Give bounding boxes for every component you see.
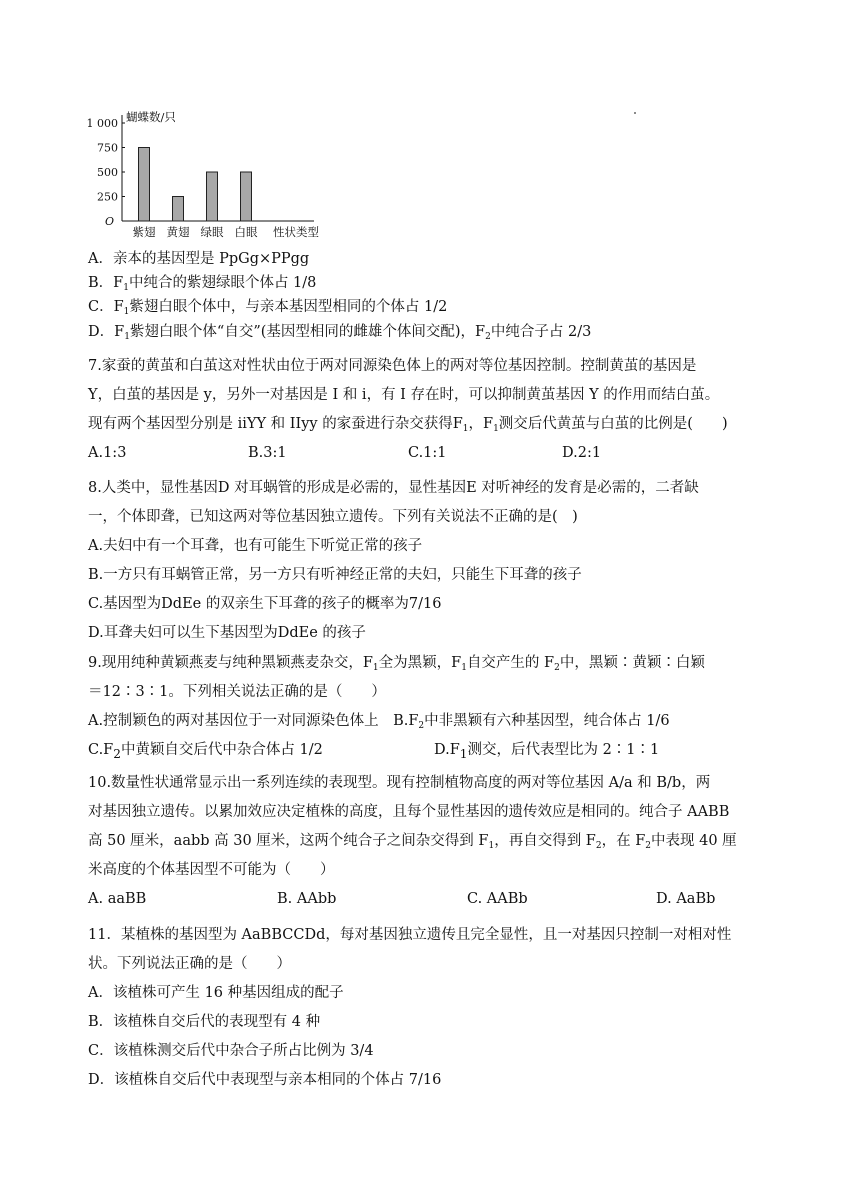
q6-option-d: D．$F_1$紫翅白眼个体“自交”(基因型相同的雌雄个体间交配)，$F_2$中纯合子占 2/3 <box>88 324 592 342</box>
x-tick-label: 白眼 <box>234 225 258 239</box>
bar-1 <box>139 148 150 222</box>
q11-option-a: A．该植株可产生 16 种基因组成的配子 <box>88 985 344 1001</box>
q11-option-d: D．该植株自交后代中表现型与亲本相同的个体占 7/16 <box>88 1072 442 1088</box>
q10-option-d: D. AaBb <box>656 891 716 907</box>
x-tick-label: 黄翅 <box>166 225 190 239</box>
q7-stem-line3: 现有两个基因型分别是 iiYY 和 IIyy 的家蚕进行杂交获得$F_1$，$F_1$测交后代黄茧与白茧的比例是( ) <box>88 416 728 434</box>
y-tick-label: 250 <box>97 190 118 204</box>
q6-option-b: B．$F_1$中纯合的紫翅绿眼个体占 1/8 <box>88 275 317 293</box>
q10-stem-line3: 高 50 厘米，aabb 高 30 厘米，这两个纯合子之间杂交得到 $F_1$，再自交得到 $F_2$，在 $F_2$中表现 40 厘 <box>88 833 737 851</box>
q7-option-b: B.3:1 <box>248 445 287 461</box>
bar-3 <box>207 172 218 221</box>
q9-options-ab: A.控制颖色的两对基因位于一对同源染色体上 $B.F_2$中非黑颖有六种基因型，纯合体占 1/6 <box>88 713 670 731</box>
q7-stem-line1: 7.家蚕的黄茧和白茧这对性状由位于两对同源染色体上的两对等位基因控制。控制黄茧的基因是 <box>88 358 697 374</box>
y-tick-label: 1 000 <box>86 117 118 130</box>
q8-stem-line1: 8.人类中，显性基因D 对耳蜗管的形成是必需的，显性基因E 对听神经的发育是必需的，二者缺 <box>88 480 699 496</box>
q11-stem-line1: 11．某植株的基因型为 AaBBCCDd，每对基因独立遗传且完全显性，且一对基因只控制一对相对性 <box>88 927 732 943</box>
bar-chart <box>86 106 346 246</box>
y-axis-label: 蝴蝶数/只 <box>126 110 176 124</box>
q11-option-c: C．该植株测交后代中杂合子所占比例为 3/4 <box>88 1043 374 1059</box>
q9-option-d: $D.F_1$测交，后代表型比为 2∶1∶1 <box>434 742 660 761</box>
origin-label: O <box>104 215 114 228</box>
y-tick-label: 500 <box>97 166 118 179</box>
q8-option-d: D.耳聋夫妇可以生下基因型为DdEe 的孩子 <box>88 625 366 641</box>
x-tick-label: 绿眼 <box>200 225 224 239</box>
q10-stem-line1: 10.数量性状通常显示出一系列连续的表现型。现有控制植物高度的两对等位基因 A/a 和 B/b，两 <box>88 775 711 791</box>
chart-bars <box>139 148 252 222</box>
q6-option-c: C．$F_1$紫翅白眼个体中，与亲本基因型相同的个体占 1/2 <box>88 299 448 317</box>
q9-stem-line2: ＝12∶3∶1。下列相关说法正确的是（ ） <box>88 684 386 700</box>
q10-option-a: A. aaBB <box>88 891 147 907</box>
q11-option-b: B．该植株自交后代的表现型有 4 种 <box>88 1014 321 1030</box>
x-tick-label: 紫翅 <box>132 225 156 239</box>
q7-option-d: D.2:1 <box>562 445 602 461</box>
q10-option-b: B. AAbb <box>277 891 337 907</box>
q7-option-c: C.1:1 <box>408 445 447 461</box>
q8-option-a: A.夫妇中有一个耳聋，也有可能生下听觉正常的孩子 <box>88 538 423 554</box>
q10-stem-line4: 米高度的个体基因型不可能为（ ） <box>88 862 335 878</box>
q10-option-c: C. AABb <box>467 891 528 907</box>
q6-option-a: A．亲本的基因型是 PpGg×PPgg <box>88 251 310 267</box>
x-axis-label: 性状类型 <box>273 225 319 239</box>
q8-option-b: B.一方只有耳蜗管正常，另一方只有听神经正常的夫妇，只能生下耳聋的孩子 <box>88 567 582 583</box>
q8-stem-line2: 一，个体即聋，已知这两对等位基因独立遗传。下列有关说法不正确的是( ) <box>88 509 578 525</box>
q9-stem-line1: 9.现用纯种黄颖燕麦与纯种黑颖燕麦杂交，$F_1$全为黑颖，$F_1$自交产生的 $F_2$中，黑颖∶黄颖∶白颖 <box>88 655 705 673</box>
q7-stem-line2: Y，白茧的基因是 y，另外一对基因是 I 和 i，有 I 存在时，可以抑制黄茧基因 Y 的作用而结白茧。 <box>88 387 720 403</box>
bar-4 <box>241 172 252 221</box>
y-tick-label: 750 <box>97 141 118 155</box>
stray-dot <box>634 112 636 114</box>
q10-stem-line2: 对基因独立遗传。以累加效应决定植株的高度，且每个显性基因的遗传效应是相同的。纯合子 AABB <box>88 804 730 820</box>
q11-stem-line2: 状。下列说法正确的是（ ） <box>88 956 291 972</box>
bar-2 <box>173 197 184 222</box>
q8-option-c: C.基因型为DdEe 的双亲生下耳聋的孩子的概率为7/16 <box>88 596 442 612</box>
q7-option-a: A.1:3 <box>88 445 127 461</box>
chart-labels <box>87 110 320 239</box>
q9-option-c: $C.F_2$中黄颖自交后代中杂合体占 1/2 <box>88 742 323 761</box>
